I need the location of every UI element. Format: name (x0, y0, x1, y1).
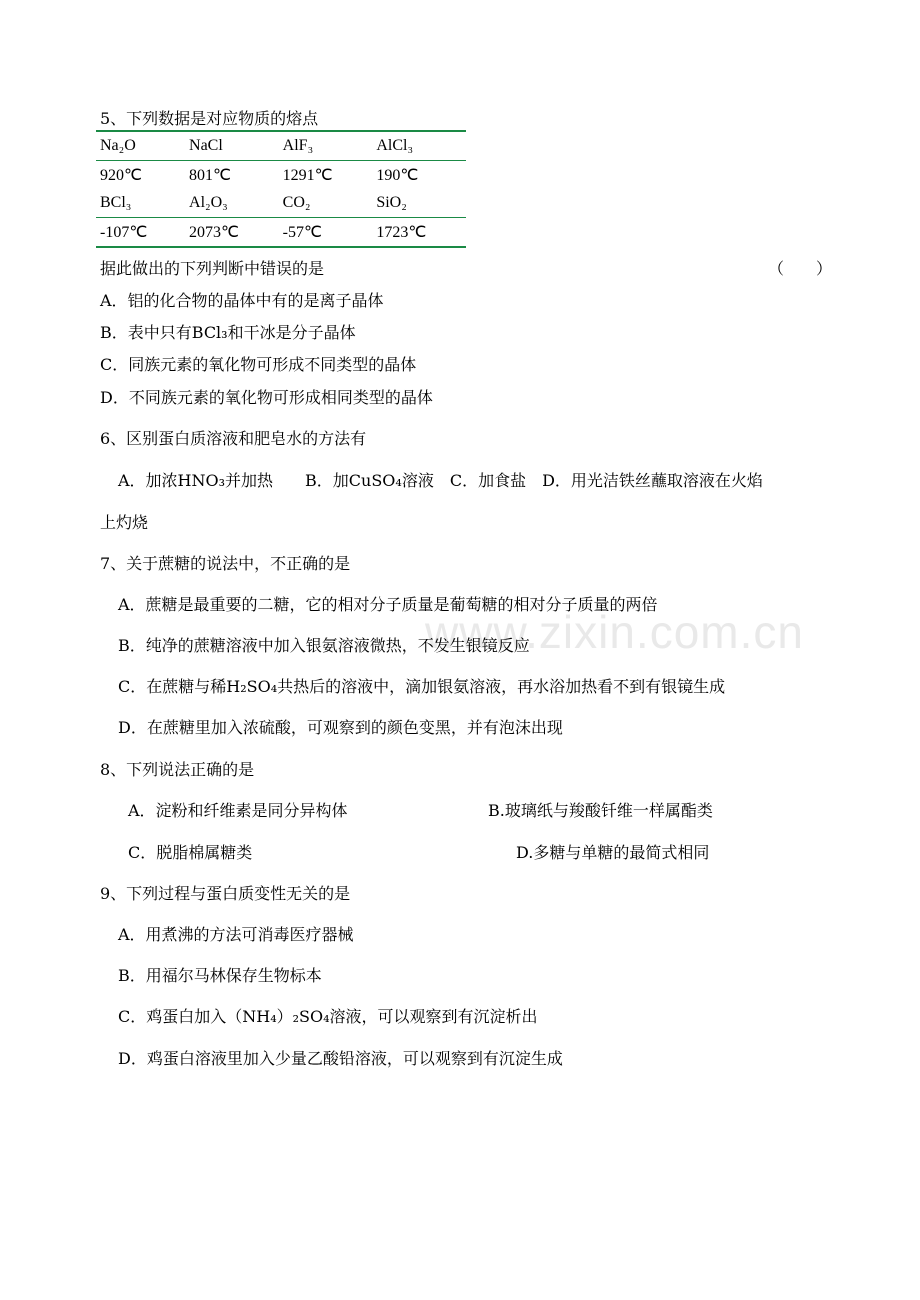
q6-options: A．加浓HNO₃并加热 B．加CuSO₄溶液 C．加食盐 D．用光洁铁丝蘸取溶液在火焰 (118, 471, 763, 490)
q8-option-b: B.玻璃纸与羧酸钎维一样属酯类 (488, 801, 713, 820)
table-cell: Na₂O (96, 131, 185, 161)
table-cell: Al₂O₃ (185, 189, 279, 218)
q8-option-d: D.多糖与单糖的最简式相同 (516, 843, 710, 862)
q8-option-c: C．脱脂棉属糖类 (128, 843, 253, 862)
table-cell: 1723℃ (372, 218, 466, 248)
table-row (96, 161, 466, 190)
q5-question: 据此做出的下列判断中错误的是 (100, 259, 325, 278)
answer-bracket: （ ） (768, 259, 833, 278)
table-cell: SiO₂ (372, 189, 466, 218)
q8-stem: 8、下列说法正确的是 (100, 760, 255, 779)
q7-option-a: A．蔗糖是最重要的二糖，它的相对分子质量是葡萄糖的相对分子质量的两倍 (118, 595, 658, 614)
q5-option-c: C．同族元素的氧化物可形成不同类型的晶体 (100, 355, 417, 374)
q8-option-a: A．淀粉和纤维素是同分异构体 (128, 801, 348, 820)
table-row (96, 218, 466, 248)
table-cell: 2073℃ (185, 218, 279, 248)
q9-option-d: D．鸡蛋白溶液里加入少量乙酸铅溶液，可以观察到有沉淀生成 (118, 1049, 563, 1068)
q5-option-a: A．铝的化合物的晶体中有的是离子晶体 (100, 291, 384, 310)
table-cell: AlF₃ (279, 131, 373, 161)
table-cell: 190℃ (376, 167, 419, 184)
table-cell: 1291℃ (282, 167, 333, 184)
q9-option-a: A．用煮沸的方法可消毒医疗器械 (118, 925, 354, 944)
q5-stem: 5、下列数据是对应物质的熔点 (100, 109, 319, 128)
q7-stem: 7、关于蔗糖的说法中，不正确的是 (100, 554, 351, 573)
table-cell: NaCl (185, 131, 279, 161)
q7-option-d: D．在蔗糖里加入浓硫酸，可观察到的颜色变黑，并有泡沫出现 (118, 718, 563, 737)
q9-option-b: B．用福尔马林保存生物标本 (118, 966, 322, 985)
melting-point-table (96, 130, 466, 248)
table-cell: BCl₃ (96, 189, 185, 218)
q9-stem: 9、下列过程与蛋白质变性无关的是 (100, 884, 351, 903)
q9-option-c: C．鸡蛋白加入（NH₄）₂SO₄溶液，可以观察到有沉淀析出 (118, 1007, 538, 1026)
q6-options-cont: 上灼烧 (100, 513, 149, 532)
table-cell: AlCl₃ (372, 131, 466, 161)
q6-stem: 6、区别蛋白质溶液和肥皂水的方法有 (100, 429, 367, 448)
q5-option-b: B．表中只有BCl₃和干冰是分子晶体 (100, 323, 356, 342)
table-cell: -57℃ (279, 218, 373, 248)
table-cell: 801℃ (189, 167, 231, 184)
q5-option-d: D．不同族元素的氧化物可形成相同类型的晶体 (100, 388, 433, 407)
q7-option-c: C．在蔗糖与稀H₂SO₄共热后的溶液中，滴加银氨溶液，再水浴加热看不到有银镜生成 (118, 677, 726, 696)
watermark: www.zixin.com.cn (425, 606, 804, 658)
table-cell: 920℃ (100, 167, 142, 184)
table-cell: CO₂ (279, 189, 373, 218)
table-cell: -107℃ (96, 218, 185, 248)
table-row (96, 131, 466, 161)
q7-option-b: B．纯净的蔗糖溶液中加入银氨溶液微热，不发生银镜反应 (118, 636, 530, 655)
table-row (96, 189, 466, 218)
